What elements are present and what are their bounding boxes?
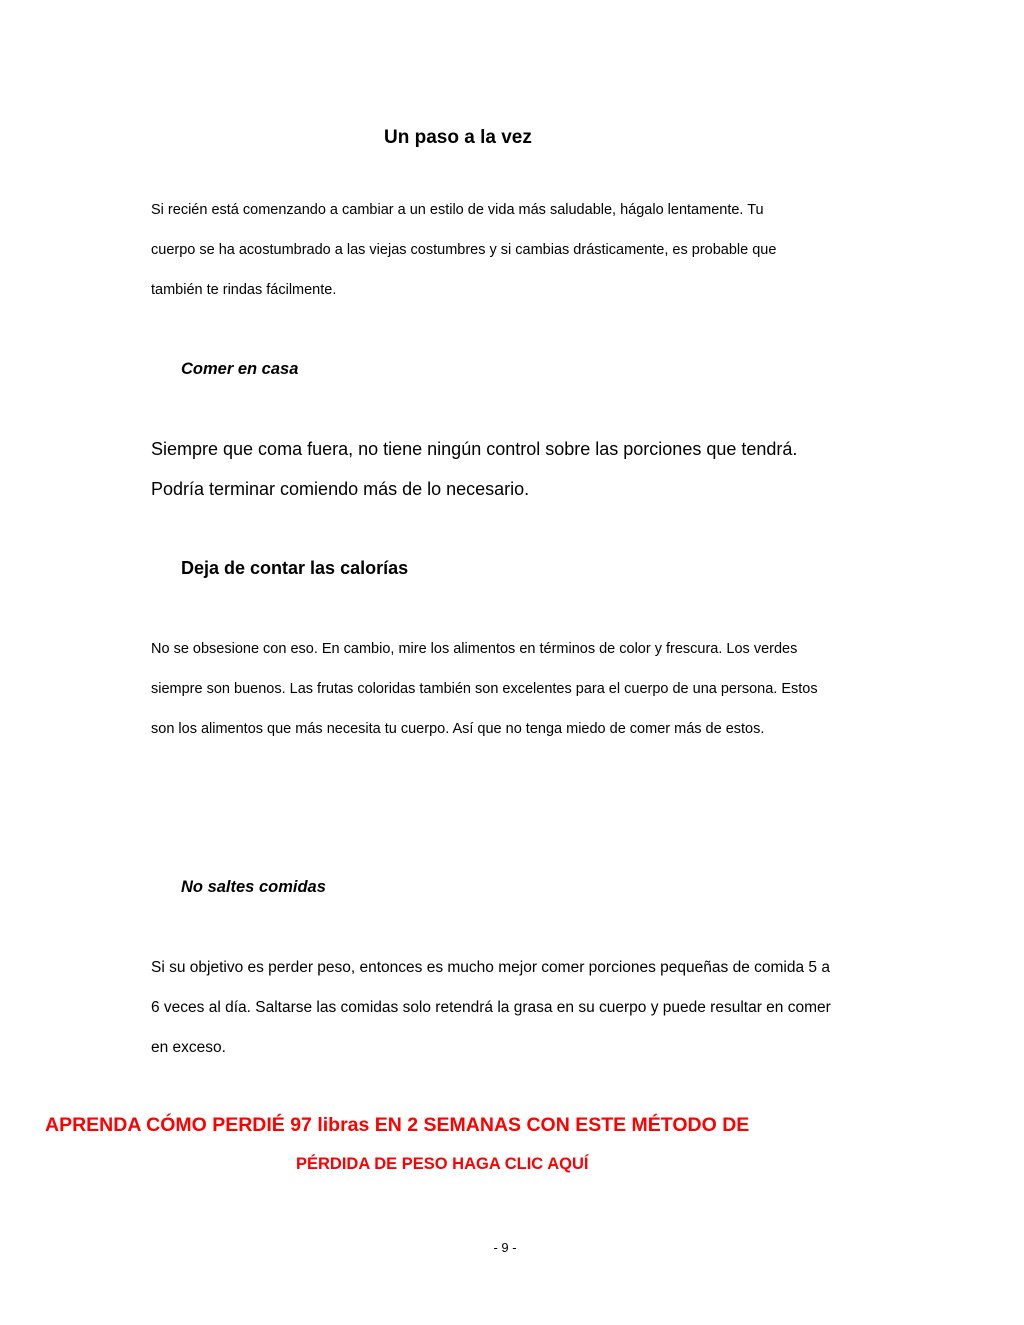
- home-line-1: Siempre que coma fuera, no tiene ningún control sobre las porciones que tendrá.: [151, 439, 798, 459]
- promo-link-line-2[interactable]: PÉRDIDA DE PESO HAGA CLIC AQUÍ: [296, 1155, 589, 1173]
- heading-comer-en-casa: Comer en casa: [181, 360, 299, 378]
- calories-paragraph: [151, 629, 818, 749]
- intro-line-3: también te rindas fácilmente.: [151, 282, 337, 298]
- calories-line-2: siempre son buenos. Las frutas coloridas también son excelentes para el cuerpo de una persona. Estos: [151, 681, 818, 697]
- meals-paragraph: [151, 948, 831, 1068]
- meals-line-3: en exceso.: [151, 1039, 226, 1056]
- calories-line-1: No se obsesione con eso. En cambio, mire los alimentos en términos de color y frescura. Los verdes: [151, 641, 798, 657]
- heading-deja-de-contar: Deja de contar las calorías: [181, 558, 409, 578]
- calories-line-3: son los alimentos que más necesita tu cuerpo. Así que no tenga miedo de comer más de estos.: [151, 721, 765, 737]
- home-paragraph: [151, 429, 797, 509]
- intro-paragraph: [151, 190, 776, 310]
- page-title: Un paso a la vez: [384, 127, 532, 148]
- intro-line-1: Si recién está comenzando a cambiar a un estilo de vida más saludable, hágalo lentamente. Tu: [151, 202, 764, 218]
- intro-line-2: cuerpo se ha acostumbrado a las viejas costumbres y si cambias drásticamente, es probable que: [151, 242, 777, 258]
- heading-no-saltes-comidas: No saltes comidas: [181, 878, 326, 896]
- meals-line-2: 6 veces al día. Saltarse las comidas solo retendrá la grasa en su cuerpo y puede resultar en comer: [151, 999, 831, 1016]
- page-number: - 9 -: [493, 1240, 517, 1255]
- home-line-2: Podría terminar comiendo más de lo necesario.: [151, 479, 530, 499]
- meals-line-1: Si su objetivo es perder peso, entonces es mucho mejor comer porciones pequeñas de comida 5 a: [151, 959, 830, 976]
- promo-link-line-1[interactable]: APRENDA CÓMO PERDIÉ 97 libras EN 2 SEMANAS CON ESTE MÉTODO DE: [45, 1114, 750, 1136]
